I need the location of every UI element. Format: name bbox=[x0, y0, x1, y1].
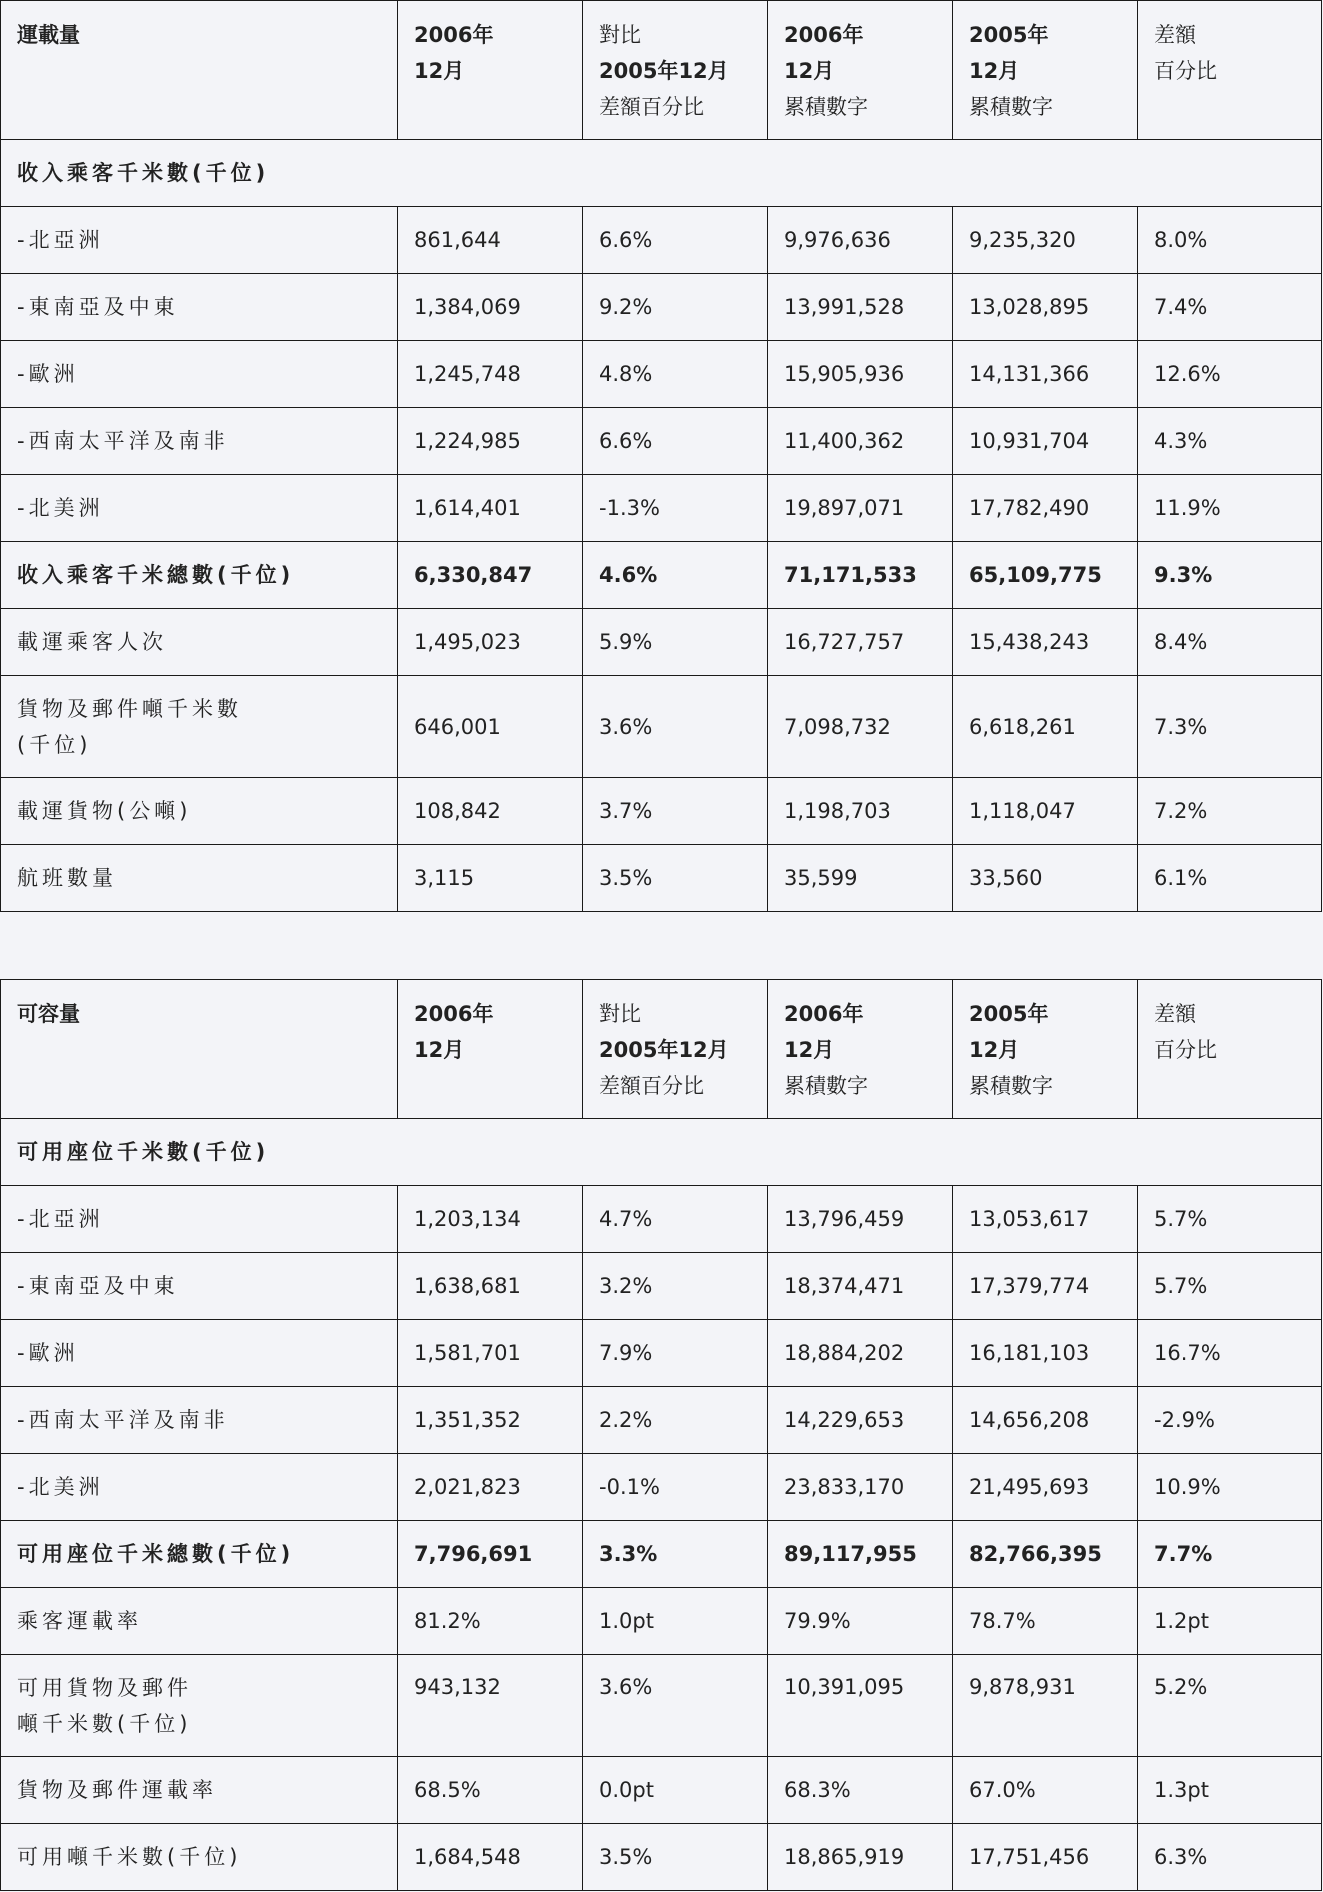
traffic-section-title: 收入乘客千米數(千位) bbox=[1, 140, 1322, 207]
capacity-header-row bbox=[1, 980, 1322, 1119]
capacity-row-label: 貨物及郵件運載率 bbox=[1, 1757, 398, 1824]
traffic-cell-col5: 7.2% bbox=[1138, 778, 1322, 845]
capacity-cell-col3: 89,117,955 bbox=[768, 1521, 953, 1588]
capacity-cell-col2: 0.0pt bbox=[583, 1757, 768, 1824]
traffic-cell-col5: 7.4% bbox=[1138, 274, 1322, 341]
capacity-cell-col5: 16.7% bbox=[1138, 1320, 1322, 1387]
traffic-cell-col1: 1,224,985 bbox=[398, 408, 583, 475]
traffic-cell-col5: 7.3% bbox=[1138, 676, 1322, 778]
traffic-table-row bbox=[1, 274, 1322, 341]
capacity-cell-col3: 14,229,653 bbox=[768, 1387, 953, 1454]
capacity-table-row bbox=[1, 1320, 1322, 1387]
capacity-cell-col2: 3.5% bbox=[583, 1824, 768, 1891]
traffic-table-row bbox=[1, 542, 1322, 609]
capacity-cell-col1: 81.2% bbox=[398, 1588, 583, 1655]
traffic-cell-col1: 1,245,748 bbox=[398, 341, 583, 408]
capacity-body bbox=[1, 1186, 1322, 1891]
capacity-cell-col3: 79.9% bbox=[768, 1588, 953, 1655]
traffic-cell-col3: 16,727,757 bbox=[768, 609, 953, 676]
traffic-table bbox=[0, 0, 1322, 912]
capacity-cell-col4: 9,878,931 bbox=[953, 1655, 1138, 1757]
capacity-cell-col4: 14,656,208 bbox=[953, 1387, 1138, 1454]
traffic-row-label: 收入乘客千米總數(千位) bbox=[1, 542, 398, 609]
capacity-row-label: 可用貨物及郵件 噸千米數(千位) bbox=[1, 1655, 398, 1757]
traffic-cell-col4: 17,782,490 bbox=[953, 475, 1138, 542]
traffic-cell-col4: 10,931,704 bbox=[953, 408, 1138, 475]
capacity-cell-col1: 68.5% bbox=[398, 1757, 583, 1824]
capacity-header-label: 可容量 bbox=[1, 980, 398, 1119]
capacity-row-label: 乘客運載率 bbox=[1, 1588, 398, 1655]
traffic-cell-col1: 1,614,401 bbox=[398, 475, 583, 542]
traffic-cell-col1: 108,842 bbox=[398, 778, 583, 845]
traffic-cell-col5: 12.6% bbox=[1138, 341, 1322, 408]
capacity-cell-col1: 1,684,548 bbox=[398, 1824, 583, 1891]
traffic-cell-col4: 1,118,047 bbox=[953, 778, 1138, 845]
traffic-cell-col3: 11,400,362 bbox=[768, 408, 953, 475]
capacity-header-col3: 2006年 12月 累積數字 bbox=[768, 980, 953, 1119]
capacity-cell-col5: -2.9% bbox=[1138, 1387, 1322, 1454]
capacity-table-row bbox=[1, 1588, 1322, 1655]
traffic-cell-col3: 1,198,703 bbox=[768, 778, 953, 845]
capacity-cell-col1: 7,796,691 bbox=[398, 1521, 583, 1588]
capacity-cell-col2: 3.3% bbox=[583, 1521, 768, 1588]
capacity-table-row bbox=[1, 1824, 1322, 1891]
traffic-table-row bbox=[1, 408, 1322, 475]
traffic-table-row bbox=[1, 676, 1322, 778]
capacity-table bbox=[0, 979, 1322, 1891]
capacity-cell-col2: 3.6% bbox=[583, 1655, 768, 1757]
capacity-cell-col5: 1.3pt bbox=[1138, 1757, 1322, 1824]
capacity-table-row bbox=[1, 1186, 1322, 1253]
capacity-cell-col5: 5.2% bbox=[1138, 1655, 1322, 1757]
capacity-table-row bbox=[1, 1454, 1322, 1521]
traffic-cell-col5: 8.0% bbox=[1138, 207, 1322, 274]
capacity-cell-col2: 4.7% bbox=[583, 1186, 768, 1253]
traffic-cell-col2: -1.3% bbox=[583, 475, 768, 542]
capacity-header-col5: 差額 百分比 bbox=[1138, 980, 1322, 1119]
traffic-cell-col4: 9,235,320 bbox=[953, 207, 1138, 274]
capacity-cell-col2: -0.1% bbox=[583, 1454, 768, 1521]
traffic-cell-col2: 9.2% bbox=[583, 274, 768, 341]
traffic-header-label: 運載量 bbox=[1, 1, 398, 140]
traffic-cell-col1: 3,115 bbox=[398, 845, 583, 912]
capacity-cell-col1: 2,021,823 bbox=[398, 1454, 583, 1521]
traffic-cell-col3: 19,897,071 bbox=[768, 475, 953, 542]
traffic-header-col2: 對比 2005年12月 差額百分比 bbox=[583, 1, 768, 140]
traffic-row-label: -東南亞及中東 bbox=[1, 274, 398, 341]
traffic-header-col4: 2005年 12月 累積數字 bbox=[953, 1, 1138, 140]
capacity-table-row bbox=[1, 1655, 1322, 1757]
capacity-cell-col2: 1.0pt bbox=[583, 1588, 768, 1655]
capacity-cell-col1: 943,132 bbox=[398, 1655, 583, 1757]
capacity-cell-col2: 3.2% bbox=[583, 1253, 768, 1320]
capacity-header-col2: 對比 2005年12月 差額百分比 bbox=[583, 980, 768, 1119]
traffic-table-row bbox=[1, 845, 1322, 912]
capacity-row-label: 可用噸千米數(千位) bbox=[1, 1824, 398, 1891]
capacity-cell-col1: 1,581,701 bbox=[398, 1320, 583, 1387]
traffic-cell-col1: 1,495,023 bbox=[398, 609, 583, 676]
traffic-row-label: 貨物及郵件噸千米數 (千位) bbox=[1, 676, 398, 778]
capacity-section-row bbox=[1, 1119, 1322, 1186]
traffic-row-label: 載運乘客人次 bbox=[1, 609, 398, 676]
capacity-cell-col4: 17,751,456 bbox=[953, 1824, 1138, 1891]
traffic-cell-col4: 15,438,243 bbox=[953, 609, 1138, 676]
traffic-cell-col3: 7,098,732 bbox=[768, 676, 953, 778]
capacity-table-row bbox=[1, 1521, 1322, 1588]
traffic-cell-col4: 6,618,261 bbox=[953, 676, 1138, 778]
traffic-cell-col3: 35,599 bbox=[768, 845, 953, 912]
traffic-cell-col2: 4.8% bbox=[583, 341, 768, 408]
traffic-row-label: -北美洲 bbox=[1, 475, 398, 542]
traffic-header-col5: 差額 百分比 bbox=[1138, 1, 1322, 140]
traffic-cell-col5: 4.3% bbox=[1138, 408, 1322, 475]
capacity-cell-col3: 18,865,919 bbox=[768, 1824, 953, 1891]
capacity-cell-col3: 18,884,202 bbox=[768, 1320, 953, 1387]
traffic-row-label: -北亞洲 bbox=[1, 207, 398, 274]
traffic-row-label: -西南太平洋及南非 bbox=[1, 408, 398, 475]
capacity-cell-col4: 16,181,103 bbox=[953, 1320, 1138, 1387]
capacity-cell-col5: 5.7% bbox=[1138, 1253, 1322, 1320]
capacity-cell-col3: 10,391,095 bbox=[768, 1655, 953, 1757]
capacity-cell-col1: 1,638,681 bbox=[398, 1253, 583, 1320]
traffic-cell-col2: 3.7% bbox=[583, 778, 768, 845]
traffic-cell-col2: 6.6% bbox=[583, 408, 768, 475]
capacity-cell-col4: 78.7% bbox=[953, 1588, 1138, 1655]
traffic-header-col1: 2006年 12月 bbox=[398, 1, 583, 140]
capacity-row-label: 可用座位千米總數(千位) bbox=[1, 1521, 398, 1588]
capacity-row-label: -歐洲 bbox=[1, 1320, 398, 1387]
capacity-section-title: 可用座位千米數(千位) bbox=[1, 1119, 1322, 1186]
capacity-row-label: -北美洲 bbox=[1, 1454, 398, 1521]
capacity-row-label: -西南太平洋及南非 bbox=[1, 1387, 398, 1454]
traffic-section-row bbox=[1, 140, 1322, 207]
traffic-cell-col2: 4.6% bbox=[583, 542, 768, 609]
capacity-cell-col5: 6.3% bbox=[1138, 1824, 1322, 1891]
capacity-row-label: -東南亞及中東 bbox=[1, 1253, 398, 1320]
traffic-table-row bbox=[1, 778, 1322, 845]
capacity-header-col1: 2006年 12月 bbox=[398, 980, 583, 1119]
capacity-table-row bbox=[1, 1387, 1322, 1454]
capacity-cell-col3: 18,374,471 bbox=[768, 1253, 953, 1320]
capacity-header-col4: 2005年 12月 累積數字 bbox=[953, 980, 1138, 1119]
traffic-cell-col3: 15,905,936 bbox=[768, 341, 953, 408]
capacity-cell-col5: 10.9% bbox=[1138, 1454, 1322, 1521]
capacity-cell-col4: 67.0% bbox=[953, 1757, 1138, 1824]
capacity-table-row bbox=[1, 1253, 1322, 1320]
traffic-body bbox=[1, 207, 1322, 912]
traffic-table-row bbox=[1, 475, 1322, 542]
capacity-cell-col5: 1.2pt bbox=[1138, 1588, 1322, 1655]
traffic-cell-col3: 13,991,528 bbox=[768, 274, 953, 341]
traffic-row-label: -歐洲 bbox=[1, 341, 398, 408]
traffic-cell-col5: 8.4% bbox=[1138, 609, 1322, 676]
traffic-header-row bbox=[1, 1, 1322, 140]
traffic-table-row bbox=[1, 207, 1322, 274]
traffic-cell-col2: 3.6% bbox=[583, 676, 768, 778]
traffic-cell-col1: 646,001 bbox=[398, 676, 583, 778]
capacity-cell-col2: 2.2% bbox=[583, 1387, 768, 1454]
capacity-cell-col3: 68.3% bbox=[768, 1757, 953, 1824]
traffic-cell-col5: 6.1% bbox=[1138, 845, 1322, 912]
traffic-table-row bbox=[1, 341, 1322, 408]
traffic-cell-col2: 6.6% bbox=[583, 207, 768, 274]
traffic-cell-col1: 1,384,069 bbox=[398, 274, 583, 341]
capacity-cell-col2: 7.9% bbox=[583, 1320, 768, 1387]
traffic-cell-col2: 5.9% bbox=[583, 609, 768, 676]
traffic-cell-col4: 33,560 bbox=[953, 845, 1138, 912]
traffic-header-col3: 2006年 12月 累積數字 bbox=[768, 1, 953, 140]
capacity-cell-col1: 1,351,352 bbox=[398, 1387, 583, 1454]
capacity-cell-col5: 7.7% bbox=[1138, 1521, 1322, 1588]
capacity-cell-col3: 23,833,170 bbox=[768, 1454, 953, 1521]
capacity-cell-col4: 21,495,693 bbox=[953, 1454, 1138, 1521]
traffic-row-label: 載運貨物(公噸) bbox=[1, 778, 398, 845]
capacity-cell-col4: 17,379,774 bbox=[953, 1253, 1138, 1320]
traffic-cell-col3: 9,976,636 bbox=[768, 207, 953, 274]
traffic-table-row bbox=[1, 609, 1322, 676]
capacity-cell-col4: 13,053,617 bbox=[953, 1186, 1138, 1253]
traffic-cell-col3: 71,171,533 bbox=[768, 542, 953, 609]
traffic-cell-col5: 11.9% bbox=[1138, 475, 1322, 542]
traffic-cell-col2: 3.5% bbox=[583, 845, 768, 912]
capacity-cell-col4: 82,766,395 bbox=[953, 1521, 1138, 1588]
traffic-cell-col4: 65,109,775 bbox=[953, 542, 1138, 609]
capacity-cell-col5: 5.7% bbox=[1138, 1186, 1322, 1253]
traffic-cell-col5: 9.3% bbox=[1138, 542, 1322, 609]
traffic-cell-col1: 6,330,847 bbox=[398, 542, 583, 609]
traffic-row-label: 航班數量 bbox=[1, 845, 398, 912]
capacity-cell-col3: 13,796,459 bbox=[768, 1186, 953, 1253]
traffic-cell-col1: 861,644 bbox=[398, 207, 583, 274]
capacity-table-row bbox=[1, 1757, 1322, 1824]
traffic-cell-col4: 14,131,366 bbox=[953, 341, 1138, 408]
capacity-cell-col1: 1,203,134 bbox=[398, 1186, 583, 1253]
traffic-cell-col4: 13,028,895 bbox=[953, 274, 1138, 341]
capacity-row-label: -北亞洲 bbox=[1, 1186, 398, 1253]
